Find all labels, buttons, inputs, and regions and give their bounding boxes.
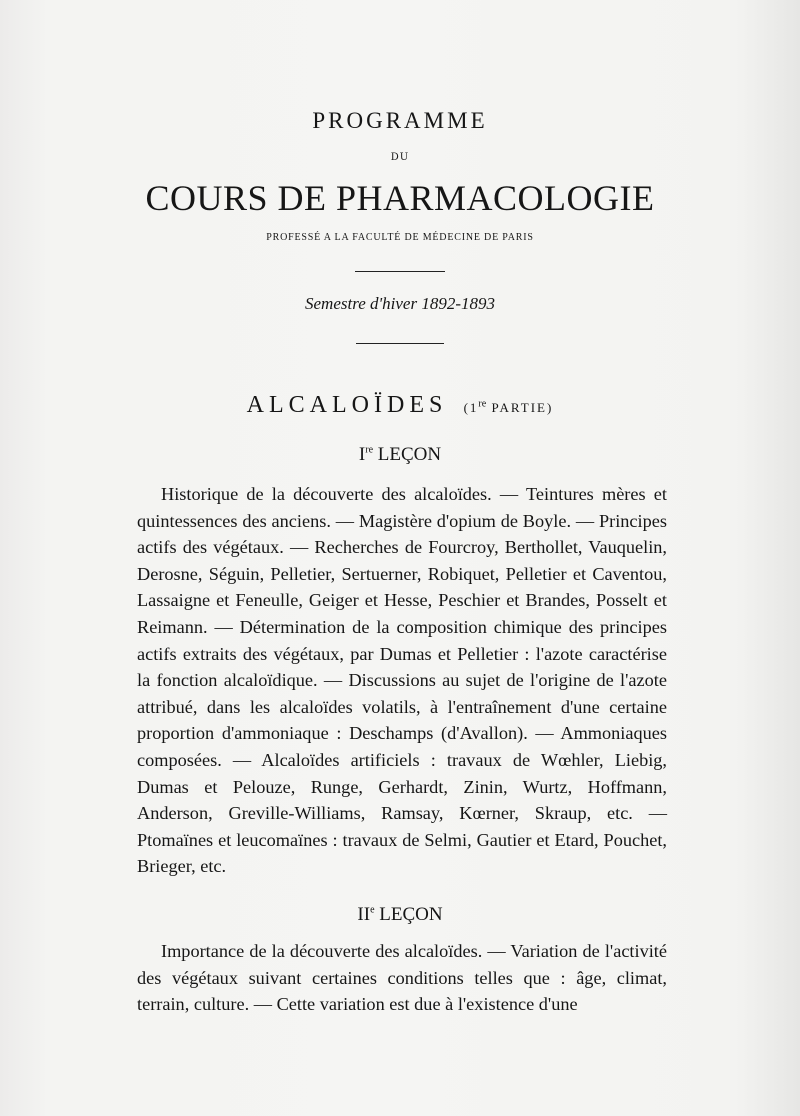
lesson-2-word: LEÇON xyxy=(379,904,443,925)
lesson-1-heading xyxy=(0,444,800,466)
lesson-2-heading xyxy=(0,904,800,926)
lesson-1-word: LEÇON xyxy=(377,444,442,465)
section-part-sup: re xyxy=(478,398,487,410)
course-title: COURS DE PHARMACOLOGIE xyxy=(145,178,655,218)
section-part-word: PARTIE) xyxy=(491,400,554,415)
lesson-1-sup: re xyxy=(365,444,374,456)
section-heading xyxy=(0,392,800,419)
section-title: ALCALOÏDES xyxy=(246,392,448,418)
section-part xyxy=(458,400,553,415)
lesson-2-text: Importance de la découverte des alcaloïdes. — Variation de l'activité des végétaux suivant certaines conditions telles que : âge, climat, terrain, culture. — Cette variation est due à l'existence d'une xyxy=(137,941,667,1015)
du-label: DU xyxy=(390,152,410,163)
faculty-subtitle: PROFESSÉ A LA FACULTÉ DE MÉDECINE DE PARIS xyxy=(266,232,534,243)
lesson-2-num: II xyxy=(357,904,371,925)
lesson-1-num: I xyxy=(358,444,366,465)
section-part-open: (1 xyxy=(463,400,479,415)
lesson-2-sup: e xyxy=(370,904,375,916)
divider-rule-bottom xyxy=(356,343,444,344)
semester-line: Semestre d'hiver 1892-1893 xyxy=(305,294,495,313)
divider-rule-top xyxy=(355,271,445,272)
programme-title: PROGRAMME xyxy=(312,108,488,133)
lesson-1-text: Historique de la découverte des alcaloïdes. — Teintures mères et quintessences des anciens. — Magistère d'opium de Boyle. — Principes actifs des végétaux. — Recherches de Fourcroy, Berthollet, Vauquelin, Derosne, Séguin, Pelletier, Sertuerner, Robiquet, Pelletier et Caventou, Lassaigne et Feneulle, Geiger et Hesse, Peschier et Brandes, Posselt et Reimann. — Détermination de la composition chimique des principes actifs extraits des végétaux, par Dumas et Pelletier : l'azote caractérise la fonction alcaloïdique. — Discussions au sujet de l'origine de l'azote attribué, dans les alcaloïdes volatils, à l'entraînement d'une certaine proportion d'ammoniaque : Deschamps (d'Avallon). — Ammoniaques composées. — Alcaloïdes artificiels : travaux de Wœhler, Liebig, Dumas et Pelouze, Runge, Gerhardt, Zinin, Wurtz, Hoffmann, Anderson, Greville-Williams, Ramsay, Kœrner, Skraup, etc. — Ptomaïnes et leucomaïnes : travaux de Selmi, Gautier et Etard, Pouchet, Brieger, etc. xyxy=(137,484,667,877)
